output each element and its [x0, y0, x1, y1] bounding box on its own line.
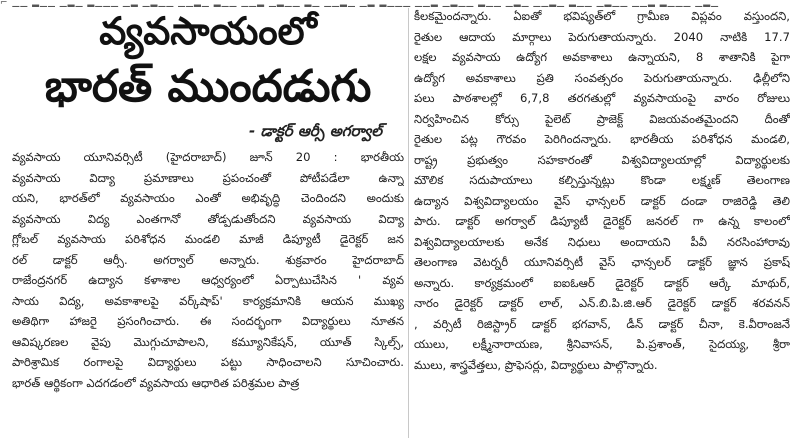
text-line: భారత్ ఆర్థికంగా ఎదగడంలో వ్యవసాయ ఆధారిత పరిశ్రమల పాత్ర — [12, 375, 300, 390]
text-line: పలు పాఠశాలల్లో 6,7,8 తరగతుల్లో వ్యవసాయంపై వారం రోజులు — [414, 91, 790, 105]
column-divider — [408, 8, 409, 438]
text-line: పారిశ్రామిక రంగాలపై విద్యార్థులు పట్టు సాధించాలని సూచించారు. — [12, 355, 404, 369]
text-line: నిర్వహించిన కోర్సు పైలెట్ ప్రాజెక్ట్ విజయవంతమైందని దీంతో — [414, 111, 790, 126]
text-line: విశ్వవిద్యాలయాలకు అనేక నిధులు అందాయని పీవీ నరసింహారావు — [414, 234, 790, 249]
text-line: , వర్సిటీ రిజిస్ట్రార్ డాక్టర్ భగవాన్, డీన్ డాక్టర్ చీనా, కె.వీరాంజనే — [414, 316, 790, 331]
text-line: ఆవిష్కరణల వైపు మొగ్గుచూపాలని, కమ్యూనికేషన్, యూత్ స్కిల్స్, — [12, 334, 404, 349]
text-line: సాయ విద్య, అవకాశాలపై వర్క్‌షాప్' కార్యక్రమానికి ఆయన ముఖ్య — [12, 293, 404, 308]
clipped-previous-article-strip: ⌐ ▁▁ ▂▁▁ ▁▂▁ ▂▁▁▁ ▁▂ ▁▂▁▁ ▁▁▂▁ ▂▁▁ ▁▁▂ ▁▂▁▁ ▂▁ ▁▁▂▁ ▁▂ ▂▁▁▁ ▁▁▂ ▁▂▁▁ ▂▁▁ ▁▂▁ ▁▁▂▁ ▂▁▁ ▁▂▁▁ ▁▁▂ ▂▁▁▁ ▁▂▁ — [0, 0, 720, 7]
text-line: ఉద్యాన విశ్వవిద్యాలయం వైస్ ఛాన్సలర్ డాక్టర్ దండా రాజిరెడ్డి తెలి — [414, 193, 790, 208]
text-line: కీలకమైందన్నారు. ఏఐతో భవిష్యత్‌లో గ్రామీణ విప్లవం వస్తుందని, — [414, 9, 790, 23]
left-column-body — [12, 147, 404, 393]
text-line: అతిథిగా హాజరై ప్రసంగించారు. ఈ సందర్భంగా విద్యార్థులు నూతన — [12, 314, 404, 328]
text-line: అన్నారు. కార్యక్రమంలో ఐఐఓఆర్ డైరెక్టర్ డాక్టర్ ఆర్కే మాథుర్, — [414, 275, 790, 290]
text-line: రాజేంద్రనగర్ ఉద్యాన కళాశాల ఆధ్వర్యంలో ఏర్పాటుచేసిన ' వ్యవ — [12, 273, 404, 287]
byline: - డాక్టర్ ఆర్సీ అగర్వాల్ — [249, 122, 382, 140]
text-line: ఉద్యోగ అవకాశాలు ప్రతి సంవత్సరం పెరుగుతాయన్నారు. ఢిల్లీలోని — [414, 70, 790, 85]
text-line: ములు, శాస్త్రవేత్తలు, ప్రొఫెసర్లు, విద్యార్థులు పాల్గొన్నారు. — [414, 357, 658, 372]
headline-line-2: భారత్ ముందడుగు — [44, 61, 372, 112]
text-line: యని, భారత్‌లో వ్యవసాయం ఎంతో అభివృద్ధి చెందిందని అందుకు — [12, 191, 404, 205]
text-line: మౌలిక సదుపాయాలు కల్పిస్తున్నట్లు కొండా లక్ష్మణ్ తెలంగాణ — [414, 173, 790, 187]
text-line: తెలంగాణ వెటర్నరీ యూనివర్సిటీ వైస్ ఛాన్సలర్ డాక్టర్ జ్ఞాన ప్రకాష్ — [414, 255, 790, 269]
text-line: వ్యవసాయ యూనివర్సిటీ (హైదరాబాద్) జూన్ 20 : భారతీయ — [12, 150, 404, 164]
text-line: గ్లోబల్ వ్యవసాయ పరిశోధన మండలి మాజీ డిప్యూటీ డైరెక్టర్ జన — [12, 232, 404, 246]
text-line: నారం డైరెక్టర్ డాక్టర్ లాల్, ఎన్.బి.పి.జి.ఆర్ డైరెక్టర్ డాక్టర్ శరవనన్ — [414, 296, 790, 310]
text-line: రల్ డాక్టర్ ఆర్సీ. అగర్వాల్ అన్నారు. శుక్రవారం హైదరాబాద్ — [12, 252, 404, 267]
text-line: రైతుల పట్ల గౌరవం పెరిగిందన్నారు. భారతీయ పరిశోధన మండలి, — [414, 132, 790, 146]
text-line: లక్షల వ్యవసాయ ఉద్యోగ అవకాశాలు ఉన్నాయని, 8 శాతానికి పైగా — [414, 50, 790, 64]
text-line: పారు. డాక్టర్ అగర్వాల్ డిప్యూటీ డైరెక్టర్ జనరల్ గా ఉన్న కాలంలో — [414, 214, 790, 228]
text-line: రాష్ట్ర ప్రభుత్వం సహకారంతో విశ్వవిద్యాలయాల్లో విద్యార్థులకు — [414, 152, 790, 167]
text-line: వ్యవసాయ విద్యా ప్రమాణాలు ప్రపంచంతో పోటీపడేలా ఉన్నా — [12, 170, 404, 185]
text-line: రైతుల ఆదాయ మార్గాలు పెరుగుతాయన్నారు. 2040 నాటికి 17.7 — [414, 29, 790, 44]
text-line: వ్యవసాయ విద్య ఎంతగానో తోడ్పడుతోందని వ్యవసాయ విద్యా — [12, 211, 404, 226]
headline-line-1: వ్యవసాయంలో — [99, 9, 317, 53]
right-column-body — [414, 6, 790, 375]
text-line: యులు, లక్ష్మీనారాయణ, శ్రీనివాసన్, పి.ప్రశాంత్, సైదయ్య, శ్రీరా — [414, 337, 790, 351]
